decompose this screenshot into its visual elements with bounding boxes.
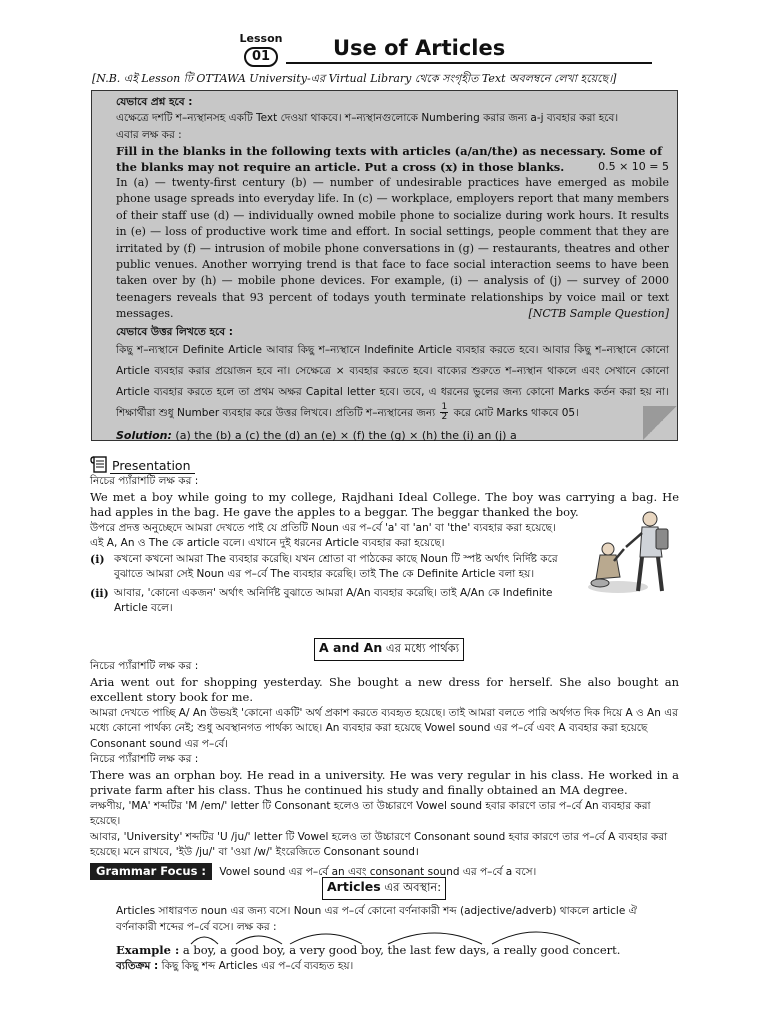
articles-position-bn: এর অবস্থান: [384, 880, 442, 894]
sentence-2: Aria went out for shopping yesterday. She bought a new dress for herself. She also bought an excellent story book for me. [90, 674, 679, 704]
a-an-heading-en: A and An [319, 640, 383, 655]
example-text: a boy, a good boy, a very good boy, the last few days, a really good concert. [182, 943, 621, 957]
solution-label: Solution: [116, 428, 172, 442]
grammar-focus-label: Grammar Focus : [90, 863, 212, 881]
answer-heading: যেভাবে উত্তর লিখতে হবে : [116, 325, 233, 338]
answer-text-2: করে মোট Marks থাকবে 05। [453, 406, 579, 419]
articles-position-en: Articles [327, 879, 381, 894]
question-heading: যেভাবে প্রশ্ন হবে : [116, 96, 193, 108]
position-explain: Articles সাধারণত noun এর জন্য বসে। Noun এর প–র্বে কোনো বর্ণনাকারী শব্দ (adjective/adverb) থাকলে article ঐ বর্ণনাকারী শব্দের প–র্বে বসে। লক্ষ কর : [116, 905, 638, 933]
instruction-text: Fill in the blanks in the following texts with articles (a/an/the) as necessary. Some of the blanks may not require an article. Put a cross (x) in those blanks. [116, 143, 663, 174]
solution-text: (a) the (b) a (c) the (d) an (e) × (f) the (g) × (h) the (i) an (j) a [175, 428, 517, 442]
question-intro: এক্ষেত্রে দশটি শ–ন্যস্থানসহ একটি Text দেওয়া থাকবে। শ–ন্যস্থানগুলোকে Numbering করার জন্য a-j ব্যবহার করা হবে। [116, 112, 619, 125]
item-1-text: কখনো কখনো আমরা The ব্যবহার করেছি। যখন শ্রোতা বা পাঠকের কাছে Noun টি স্পষ্ট অর্থাৎ নির্দিষ্ট করে বুঝাতে আমরা সেই Noun এর প–র্বে The ব্যবহার করেছি। তাই The কে Definite Article বলা হয়। [114, 552, 558, 580]
explain-3: লক্ষণীয়, 'MA' শব্দটির 'M /em/' letter টি Consonant হলেও তা উচ্চারণে Vowel sound হবার কারণে তার প–র্বে An ব্যবহার করা হয়েছে। [90, 799, 651, 827]
sentence-3: There was an orphan boy. He read in a university. He was very regular in his class. He worked in a private farm after his class. Thus he continued his study and finally obtained an MA degree. [90, 767, 679, 797]
marks: 0.5 × 10 = 5 [598, 159, 669, 173]
example-arrows [186, 910, 586, 950]
nb-note: [N.B. এই Lesson টি OTTAWA University-এর Virtual Library থেকে সংগৃহীত Text অবলম্বনে লেখা হয়েছে।] [92, 72, 617, 85]
solution [116, 428, 669, 444]
presentation-label: Presentation [110, 458, 195, 474]
a-an-heading-bn: এর মধ্যে পার্থক্য [385, 641, 460, 655]
half-fraction [440, 403, 448, 422]
question-instruction [116, 143, 669, 175]
grammar-focus-text: Vowel sound এর প–র্বে an এবং consonant sound এর প–র্বে a বসে। [219, 865, 537, 878]
item-1-label: (i) [90, 552, 105, 566]
observe-1: নিচের প্যাঁরাশটি লক্ষ কর : [90, 475, 199, 487]
sentence-1: We met a boy while going to my college, Rajdhani Ideal College. The boy was carrying a bag. He had apples in the bag. He gave the apples to a beggar. The beggar thanked the boy. [90, 489, 679, 519]
explain-1: উপরে প্রদত্ত অনুচ্ছেদে আমরা দেখতে পাই যে প্রতিটি Noun এর প–র্বে 'a' বা 'an' বা 'the' ব্যবহার করা হয়েছে। এই A, An ও The কে article বলে। এখানে দুই ধরনের Article ব্যবহার করা হয়েছে। [90, 521, 556, 549]
lesson-word: Lesson [239, 32, 283, 45]
exception-line [116, 959, 656, 975]
articles-position-heading [322, 877, 446, 900]
boy-and-beggar-illustration [578, 505, 680, 598]
question-look: এবার লক্ষ কর : [116, 128, 182, 141]
observe-2: নিচের প্যাঁরাশটি লক্ষ কর : [90, 660, 199, 672]
page-title: Use of Articles [333, 36, 506, 60]
source-note: [NCTB Sample Question] [528, 307, 669, 321]
explain-4: আবার, 'University' শব্দটির 'U /ju/' letter টি Vowel হলেও তা উচ্চারণে Consonant sound হবার কারণে তার প–র্বে A ব্যবহার করা হয়েছে। মনে রাখবে, 'ইউ /ju/' বা 'ওয়া /w/' ইংরেজিতে Consonant sound। [90, 830, 668, 858]
item-2-label: (ii) [90, 586, 109, 600]
answer-instructions [116, 340, 669, 424]
presentation-heading [90, 454, 195, 474]
a-an-heading [314, 638, 464, 661]
passage-text: In (a) — twenty-first century (b) — number of undesirable practices have emerged as mobile phone usage spreads into everyday life. In (c) — workplace, employers report that many members of their staff use (d) — individually owned mobile phone to socialize during work hours. It results in (e) — loss of productive work time and effort. In social settings, people comment that they are irritated by (f) — intrusion of mobile phone conversations in (g) — restaurants, theatres and other public venues. Another worrying trend is that face to face social interaction seems to have been taken over by (h) — mobile phone devices. For example, (i) — analysis of (j) — survey of 2000 teenagers reveals that 93 percent of todays youth terminate relationships by voice mail or text messages. [116, 175, 669, 321]
lesson-number: 01 [244, 47, 278, 67]
item-indefinite [90, 586, 568, 617]
question-box [91, 90, 678, 441]
exception-text: কিছু কিছু শব্দ Articles এর প–র্বে ব্যবহৃত হয়। [161, 959, 354, 972]
a-an-body [90, 659, 679, 880]
item-definite [90, 552, 568, 583]
answer-text-1: কিছু শ–ন্যস্থানে Definite Article আবার কিছু শ–ন্যস্থানে Indefinite Article ব্যবহার করতে হবে। আবার কিছু শ–ন্যস্থানে কোনো Article ব্যবহার করার প্রয়োজন হবে না। সেক্ষেত্রে × ব্যবহার করতে হবে। বাক্যের শুরুতে শ–ন্যস্থান থাকলে এবং সেখানে কোনো Article ব্যবহার করতে হলে তা প্রথম অক্ষর Capital letter হবে। তবে, এ ধরনের ভুলের জন্য কোনো Marks কর্তন করা হয় না। শিক্ষার্থীরা শুধু Number ব্যবহার করে উত্তর লিখবে। প্রতিটি শ–ন্যস্থানের জন্য [116, 343, 669, 419]
title-underline [286, 62, 652, 64]
observe-3: নিচের প্যাঁরাশটি লক্ষ কর : [90, 753, 199, 765]
exception-label: ব্যতিক্রম : [116, 959, 159, 972]
item-2-text: আবার, 'কোনো একজন' অর্থাৎ অনির্দিষ্ট বুঝাতে আমরা A/An ব্যবহার করেছি। তাই A/An কে Indefinite Article বলে। [114, 586, 553, 614]
fraction-denominator: 2 [441, 412, 448, 423]
explain-2: আমরা দেখতে পাচ্ছি A/ An উভয়ই 'কোনো একটি' অর্থ প্রকাশ করতে ব্যবহৃত হয়েছে। তাই আমরা বলতে পারি অর্থগত দিক দিয়ে A ও An এর মধ্যে কোনো পার্থক্য নেই; শুধু অবস্থানগত পার্থক্য আছে। An ব্যবহার করা হয়েছে Vowel sound এর প–র্বে এবং A ব্যবহার করা হয়েছে Consonant sound এর প–র্বে। [90, 706, 678, 750]
fraction-numerator: 1 [441, 402, 448, 413]
lesson-badge [238, 32, 284, 67]
scroll-icon [90, 454, 110, 474]
question-passage [116, 175, 669, 323]
example-label: Example : [116, 943, 180, 957]
